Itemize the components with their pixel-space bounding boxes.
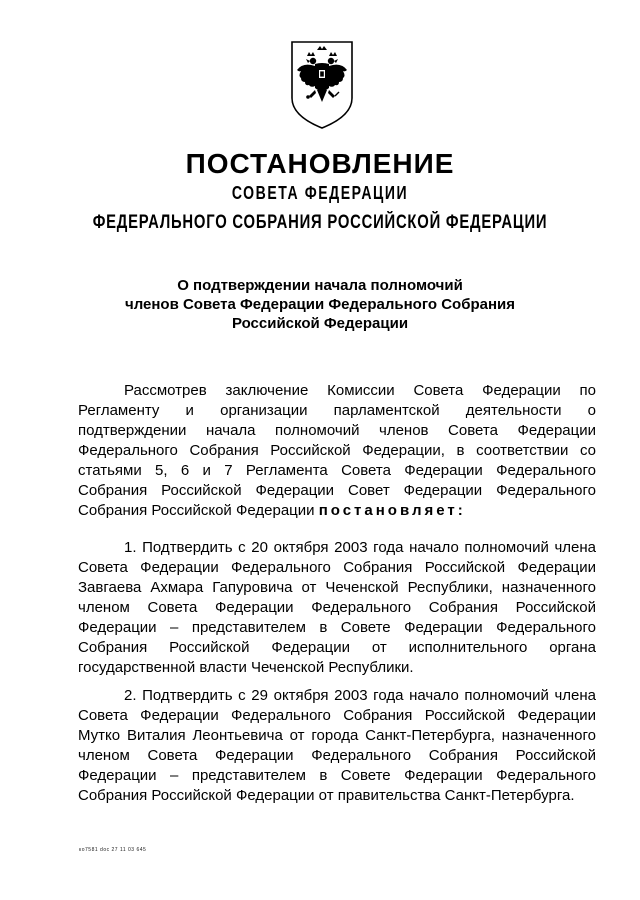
issuer-line-2: ФЕДЕРАЛЬНОГО СОБРАНИЯ РОССИЙСКОЙ ФЕДЕРАЦИИ (92, 212, 548, 233)
resolution-item-1-text: 1. Подтвердить с 20 октября 2003 года начало полномочий члена Совета Федерации Федерального Собрания Российской Федерации Завгаева Ахмара Гапуровича от Чеченской Республики, назначенного членом Совета Федерации Федерального Собрания Российской Федерации – представителем в Совете Федерации Федерального Собрания Российской Федерации от исполнительного органа государственной власти Чеченской Республики. (78, 539, 596, 676)
preamble-text: Рассмотрев заключение Комиссии Совета Федерации по Регламенту и организации парламентской деятельности о подтверждении начала полномочий членов Совета Федерации Федерального Собрания Российской Федерации, в соответствии со статьями 5, 6 и 7 Регламента Совета Федерации Федерального Собрания Российской Федерации Совет Федерации Федерального Собрания Российской Федерации (78, 382, 596, 519)
issuer-line-1: СОВЕТА ФЕДЕРАЦИИ (231, 183, 409, 203)
document-type-title: ПОСТАНОВЛЕНИЕ (185, 148, 455, 179)
subject-line-2: членов Совета Федерации Федерального Собрания (124, 296, 516, 313)
resolution-item-2 (78, 686, 596, 806)
subject-line-1: О подтверждении начала полномочий (177, 277, 463, 294)
subject-line-3: Российской Федерации (231, 315, 409, 332)
double-headed-eagle-icon (289, 40, 355, 130)
resolution-item-2-text: 2. Подтвердить с 29 октября 2003 года начало полномочий члена Совета Федерации Федерального Собрания Российской Федерации Мутко Виталия Леонтьевича от города Санкт-Петербурга, назначенного членом Совета Федерации Федерального Собрания Российской Федерации – представителем в Совете Федерации Федерального Собрания Российской Федерации от правительства Санкт-Петербурга. (78, 687, 596, 804)
preamble-paragraph (78, 381, 596, 521)
document-subject (60, 276, 580, 333)
decree-word: постановляет: (318, 502, 466, 519)
resolution-item-1 (78, 538, 596, 678)
file-reference: ко7581 doc 27 11 03 645 (79, 847, 147, 853)
